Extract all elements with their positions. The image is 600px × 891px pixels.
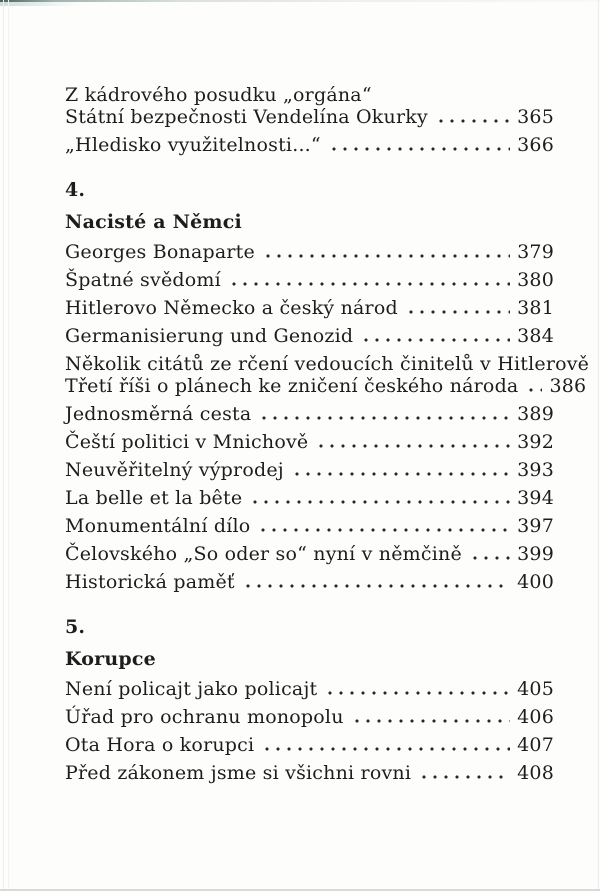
toc-entry: [65, 678, 554, 700]
entry-row: [65, 678, 554, 700]
entry-page-number: 408: [517, 762, 554, 784]
toc-entry: [65, 706, 554, 728]
toc-entry: [65, 84, 554, 128]
entry-line: Z kádrového posudku „orgána“: [65, 84, 372, 106]
entry-title: Není policajt jako policajt: [65, 678, 318, 700]
entry-row: [65, 403, 554, 425]
entry-page-number: 381: [517, 297, 554, 319]
entry-page-number: 379: [517, 241, 554, 263]
dot-leader: [264, 746, 510, 752]
entry-title: Georges Bonaparte: [65, 241, 255, 263]
dot-leader: [472, 555, 510, 561]
entry-title: Neuvěřitelný výprodej: [65, 459, 284, 481]
entry-row: [65, 134, 554, 156]
scan-edge-top: [0, 0, 600, 2]
entry-title: Státní bezpečnosti Vendelína Okurky: [65, 106, 428, 128]
section-title: Nacisté a Němci: [65, 211, 242, 233]
toc-entry: [65, 297, 554, 319]
toc-section: [65, 179, 590, 593]
entry-page-number: 407: [517, 734, 554, 756]
entry-title: Germanisierung und Genozid: [65, 325, 354, 347]
entry-row: [65, 487, 554, 509]
toc-entry: [65, 325, 554, 347]
entry-title: „Hledisko využitelnosti...“: [65, 134, 321, 156]
section-number: 5.: [65, 616, 86, 638]
entry-page-number: 386: [549, 375, 587, 397]
entry-page-number: 397: [517, 515, 554, 537]
entry-title: Historická paměť: [65, 571, 235, 593]
entry-page-number: 400: [517, 571, 554, 593]
entry-page-number: 365: [517, 106, 554, 128]
toc-entry: [65, 431, 554, 453]
toc-entry: [65, 734, 554, 756]
entry-title: Jednosměrná cesta: [65, 403, 252, 425]
entry-page-number: 406: [517, 706, 554, 728]
entry-row: [65, 543, 554, 565]
table-of-contents: [65, 84, 590, 790]
entry-row: [65, 431, 554, 453]
entry-title: La belle et la bête: [65, 487, 243, 509]
dot-leader: [327, 690, 510, 696]
entry-page-number: 399: [517, 543, 554, 565]
toc-section: [65, 616, 554, 784]
entry-title: Ota Hora o korupci: [65, 734, 255, 756]
entry-row: [65, 325, 554, 347]
entry-title: Úřad pro ochranu monopolu: [65, 706, 344, 728]
section-title: Korupce: [65, 648, 156, 670]
entry-page-number: 380: [517, 269, 554, 291]
scan-edge-left: [3, 0, 4, 891]
entry-row: [65, 241, 554, 263]
entry-page-number: 366: [517, 134, 554, 156]
dot-leader: [363, 337, 510, 343]
toc-entry: [65, 241, 554, 263]
entry-page-number: 384: [517, 325, 554, 347]
dot-leader: [318, 443, 510, 449]
entry-line: Několik citátů ze rčení vedoucích činitelů v Hitlerově: [65, 353, 590, 375]
entry-title: Čeští politici v Mnichově: [65, 431, 309, 453]
entry-page-number: 405: [517, 678, 554, 700]
dot-leader: [231, 281, 510, 287]
entry-title: Před zákonem jsme si všichni rovni: [65, 762, 412, 784]
entry-row: [65, 734, 554, 756]
entry-page-number: 392: [517, 431, 554, 453]
toc-entry: [65, 134, 554, 156]
dot-leader: [354, 718, 510, 724]
entry-page-number: 394: [517, 487, 554, 509]
entry-title: Špatné svědomí: [65, 269, 221, 291]
toc-entry: [65, 269, 554, 291]
entry-title: Monumentální dílo: [65, 515, 251, 537]
dot-leader: [252, 499, 510, 505]
toc-section: [65, 84, 554, 156]
dot-leader: [421, 774, 510, 780]
toc-entry: [65, 403, 554, 425]
dot-leader: [261, 415, 510, 421]
toc-entry: [65, 459, 554, 481]
entry-row: [65, 459, 554, 481]
toc-entry: [65, 762, 554, 784]
dot-leader: [438, 118, 510, 124]
dot-leader: [294, 471, 510, 477]
entry-title: Čelovského „So oder so“ nyní v němčině: [65, 543, 462, 565]
entry-page-number: 393: [517, 459, 554, 481]
dot-leader: [265, 253, 510, 259]
entry-row: [65, 515, 554, 537]
scan-edge-right: [598, 0, 599, 891]
entry-row: [65, 571, 554, 593]
dot-leader: [331, 146, 510, 152]
scan-edge-top-smudge: [0, 2, 80, 6]
entry-title: Třetí říši o plánech ke zničení českého národa: [65, 375, 519, 397]
dot-leader: [260, 527, 510, 533]
entry-row: [65, 706, 554, 728]
entry-row: [65, 106, 554, 128]
toc-entry: [65, 515, 554, 537]
entry-row: [65, 375, 587, 397]
section-number: 4.: [65, 179, 86, 201]
dot-leader: [528, 387, 542, 393]
toc-entry: [65, 353, 590, 397]
entry-row: [65, 269, 554, 291]
toc-entry: [65, 543, 554, 565]
toc-entry: [65, 487, 554, 509]
dot-leader: [245, 583, 510, 589]
toc-entry: [65, 571, 554, 593]
entry-page-number: 389: [517, 403, 554, 425]
entry-row: [65, 762, 554, 784]
entry-title: Hitlerovo Německo a český národ: [65, 297, 398, 319]
dot-leader: [408, 309, 510, 315]
scan-edge-left-inner: [8, 0, 9, 891]
entry-row: [65, 297, 554, 319]
